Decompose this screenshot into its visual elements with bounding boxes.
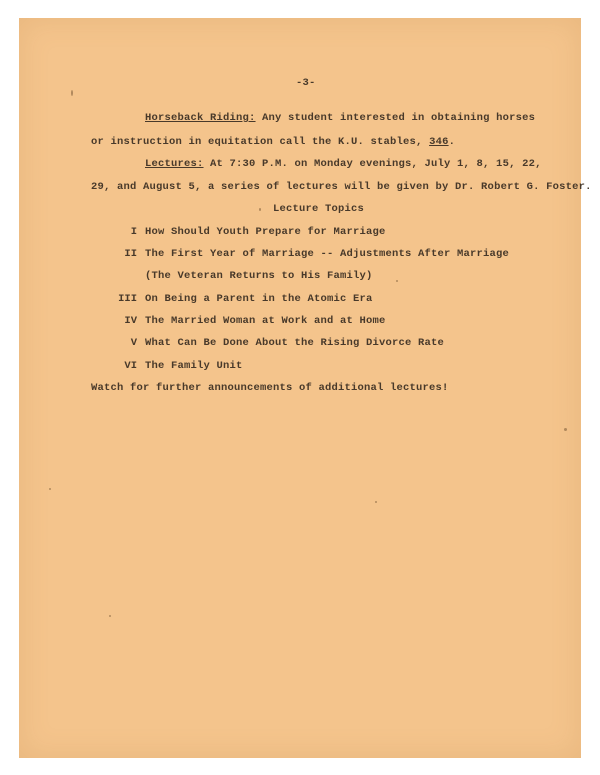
page-number: -3- [296,77,316,89]
topic-numeral: II [124,248,137,260]
horseback-text-2: or instruction in equitation call the K.U. stables, [91,136,430,148]
topic-numeral: VI [124,360,137,372]
lectures-heading: Lectures: [145,158,204,170]
paper-speck [396,280,398,282]
lectures-line-1 [145,158,542,170]
topic-numeral: IV [124,315,137,327]
paper-speck [375,501,377,503]
topic-title: What Can Be Done About the Rising Divorce Rate [145,337,445,349]
closing-note: Watch for further announcements of additional lectures! [91,382,449,394]
topic-numeral: V [130,337,137,349]
horseback-line-2 [91,136,455,148]
topic-title: On Being a Parent in the Atomic Era [145,293,373,305]
stables-phone: 346 [429,136,449,148]
paper-speck [259,208,261,211]
topic-numeral: III [118,293,137,305]
horseback-heading: Horseback Riding: [145,112,256,124]
topic-title: The First Year of Marriage -- Adjustments After Marriage [145,248,510,260]
topic-title: The Married Woman at Work and at Home [145,315,386,327]
lectures-text-1: At 7:30 P.M. on Monday evenings, July 1, 8, 15, 22, [203,158,542,170]
lecture-topics-heading: Lecture Topics [273,203,365,215]
horseback-text-1: Any student interested in obtaining horses [255,112,536,124]
horseback-line-1 [145,112,535,124]
lectures-line-2: 29, and August 5, a series of lectures will be given by Dr. Robert G. Foster. [91,181,592,193]
topic-title: How Should Youth Prepare for Marriage [145,226,386,238]
topic-numeral: I [130,226,137,238]
paper-speck [71,90,73,96]
paper-speck [564,428,567,431]
topic-title: The Family Unit [145,360,243,372]
paper-speck [49,488,51,490]
horseback-text-end: . [448,136,456,148]
topic-title: (The Veteran Returns to His Family) [145,270,373,282]
paper-speck [109,615,111,617]
